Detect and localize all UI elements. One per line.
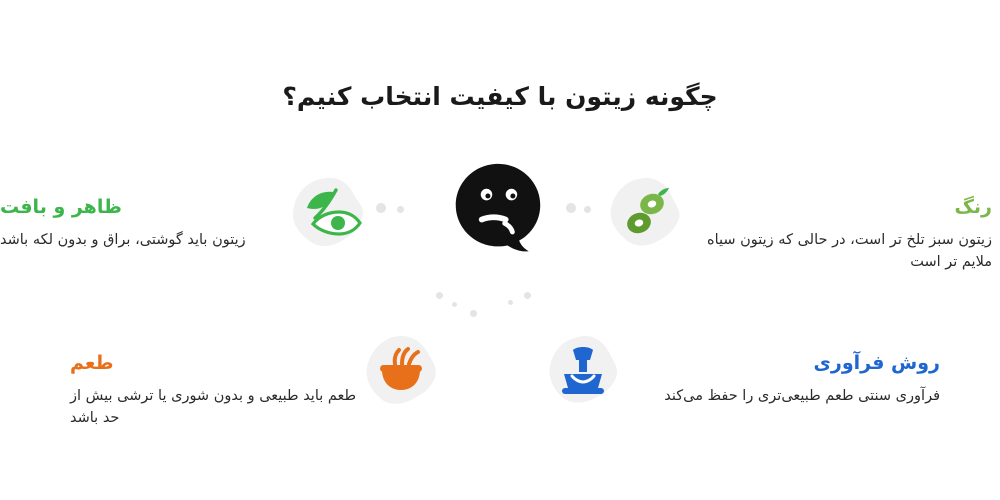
thinking-face-icon: [450, 160, 546, 256]
node-appearance-label: ظاهر و بافت: [0, 196, 122, 218]
connector-dot: [508, 300, 513, 305]
mortar-pestle-icon: [364, 334, 438, 408]
node-processing: [610, 352, 940, 407]
connector-dot: [584, 206, 591, 213]
node-taste-label: طعم: [70, 352, 114, 374]
connector-dot: [376, 203, 386, 213]
node-appearance-description: زیتون باید گوشتی، براق و بدون لکه باشد: [0, 231, 246, 248]
connector-dot: [470, 310, 477, 317]
connector-dot: [452, 302, 457, 307]
olive-press-icon: [546, 334, 620, 408]
node-taste: [70, 352, 360, 430]
node-color-description: زیتون سبز تلخ تر است، در حالی که زیتون سیاه ملایم تر است: [706, 231, 992, 271]
node-taste-description: طعم باید طبیعی و بدون شوری یا ترشی بیش از حد باشد: [70, 387, 357, 427]
node-color: [692, 196, 992, 274]
node-color-label: رنگ: [954, 196, 992, 218]
page-title: چگونه زیتون با کیفیت انتخاب کنیم؟: [282, 82, 718, 111]
connector-dot: [566, 203, 576, 213]
node-processing-description: فرآوری سنتی طعم طبیعی‌تری را حفظ می‌کند: [664, 387, 940, 404]
leaf-eye-icon: [290, 176, 364, 250]
connector-dot: [524, 292, 531, 299]
two-olives-icon: [608, 176, 682, 250]
connector-dot: [397, 206, 404, 213]
node-appearance: [0, 196, 286, 251]
connector-dot: [436, 292, 443, 299]
node-processing-label: روش فرآوری: [813, 352, 940, 374]
